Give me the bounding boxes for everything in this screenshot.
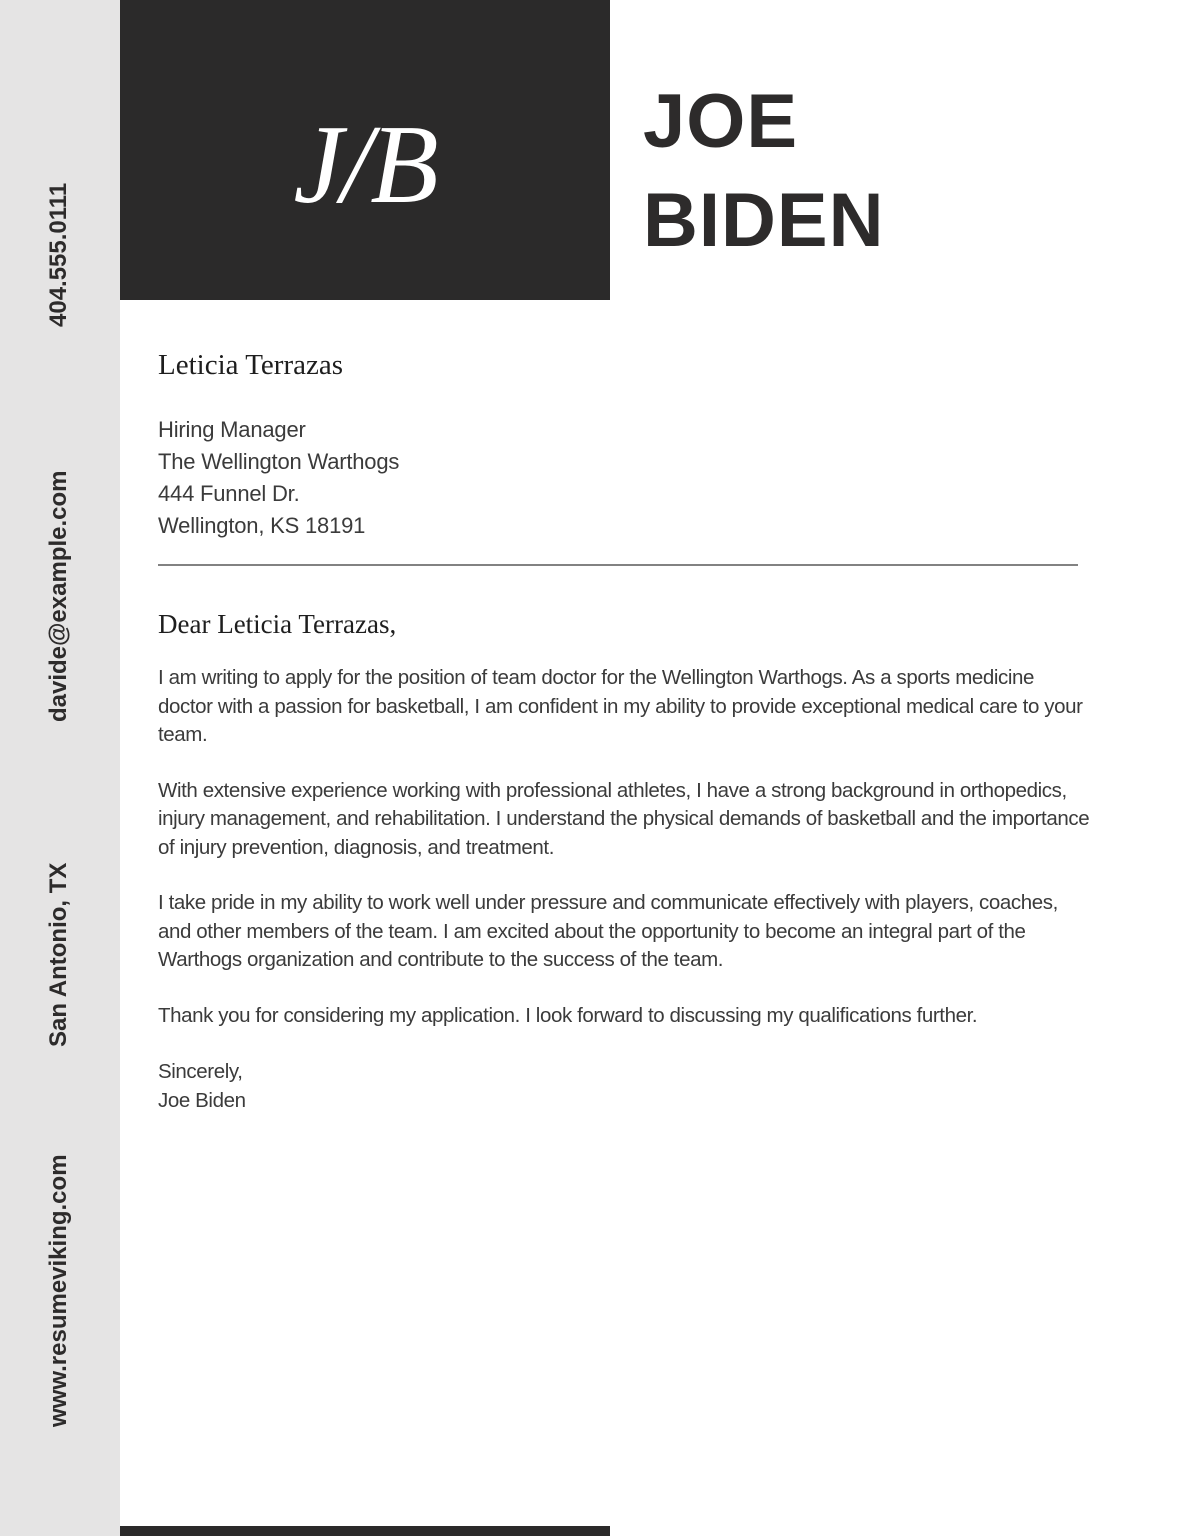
- first-name: JOE: [643, 79, 799, 164]
- email-address: davide@example.com: [45, 470, 72, 722]
- footer-accent-bar: [120, 1526, 610, 1536]
- monogram-initials: J/B: [293, 103, 437, 227]
- recipient-details: [158, 414, 399, 542]
- website-url: www.resumeviking.com: [45, 1154, 72, 1427]
- contact-sidebar: [0, 0, 120, 1536]
- recipient-name: Leticia Terrazas: [158, 349, 344, 381]
- recipient-city-state-zip: Wellington, KS 18191: [158, 513, 366, 538]
- recipient-street: 444 Funnel Dr.: [158, 481, 300, 506]
- section-divider: [158, 564, 1078, 566]
- phone-number: 404.555.0111: [45, 182, 72, 328]
- monogram-box: [120, 0, 610, 300]
- signature-name: Joe Biden: [158, 1089, 246, 1112]
- recipient-title: Hiring Manager: [158, 417, 306, 442]
- recipient-company: The Wellington Warthogs: [158, 449, 400, 474]
- body-paragraph: Thank you for considering my application. I look forward to discussing my qualifications further.: [158, 1003, 978, 1027]
- closing-text: Sincerely,: [158, 1060, 243, 1083]
- page-title: [643, 72, 884, 270]
- body-paragraph: I am writing to apply for the position of team doctor for the Wellington Warthogs. As a sports medicine doctor with a passion for basketball, I am confident in my ability to provide exceptional medical care to your team.: [158, 666, 1083, 746]
- location-text: San Antonio, TX: [45, 862, 72, 1048]
- body-paragraph: With extensive experience working with professional athletes, I have a strong background in orthopedics, injury management, and rehabilitation. I understand the physical demands of basketball and the importance of injury prevention, diagnosis, and treatment.: [158, 778, 1090, 859]
- body-paragraph: I take pride in my ability to work well under pressure and communicate effectively with players, coaches, and other members of the team. I am excited about the opportunity to become an integral part of the Warthogs organization and contribute to the success of the team.: [158, 891, 1058, 971]
- letter-body: [158, 664, 1093, 1115]
- salutation: Dear Leticia Terrazas,: [158, 609, 397, 639]
- closing-block: [158, 1057, 1093, 1115]
- last-name: BIDEN: [643, 178, 885, 263]
